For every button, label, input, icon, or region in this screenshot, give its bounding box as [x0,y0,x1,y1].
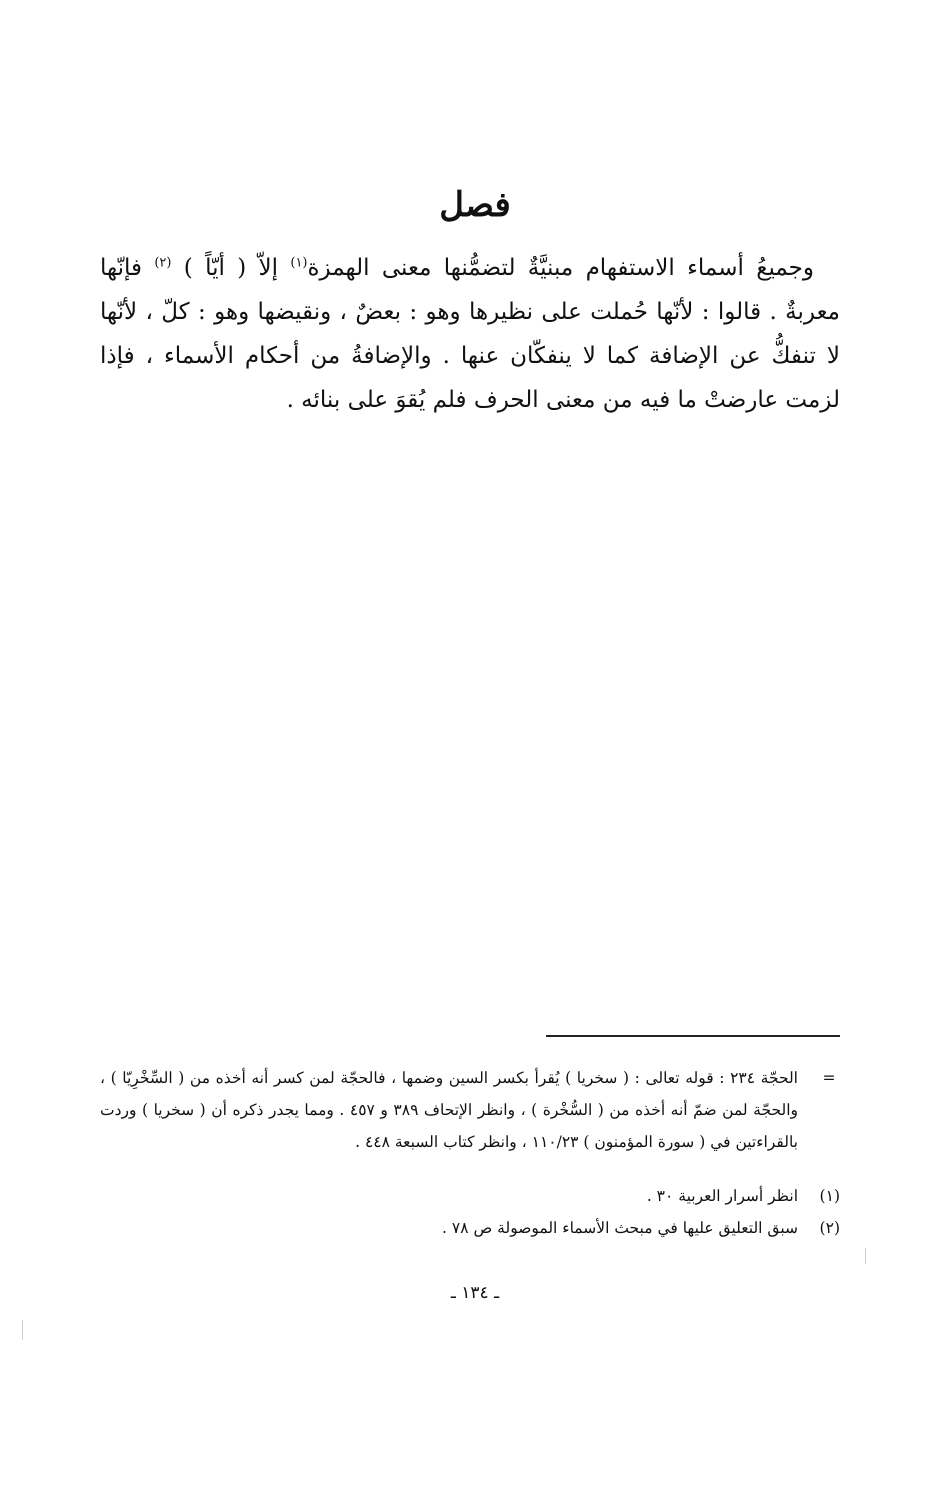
footnote-2 [100,1212,840,1244]
footnote-continuation [100,1062,840,1158]
paragraph-part-3: فإنّها معربةٌ . قالوا : لأنّها حُملت على نظيرها وهو : بعضٌ ، ونقيضها وهو : كلّ ، لأنّها لا تنفكُّ عن الإضافة كما لا ينفكّان عنها . والإضافةُ من أحكام الأسماء ، فإذا لزمت عارضتْ ما فيه من معنى الحرف فلم يُقوَ على بنائه . [100,255,840,413]
footnote-separator [546,1035,840,1037]
footnote-text: سبق التعليق عليها في مبحث الأسماء الموصولة ص ٧٨ . [442,1219,798,1237]
paragraph-part-2: إلاّ ( أيّاً ) [171,255,291,281]
continuation-text: الحجّة ٢٣٤ : قوله تعالى : ( سخريا ) يُقرأ بكسر السين وضمها ، فالحجّة لمن كسر أنه أخذه من ( السِّخْرِيّا ) ، والحجّة لمن ضمّ أنه أخذه من ( السُّخْرة ) ، وانظر الإتحاف ٣٨٩ و ٤٥٧ . ومما يجدر ذكره أن ( سخريا ) وردت بالقراءتين في ( سورة المؤمنون ) ١١٠/٢٣ ، وانظر كتاب السبعة ٤٤٨ . [100,1069,798,1151]
footnote-number: (١) [819,1187,840,1205]
page-number: ـ ١٣٤ ـ [450,1283,500,1303]
footnote-list [100,1180,840,1244]
footnote-1 [100,1180,840,1212]
section-title: فصل [439,185,511,225]
main-paragraph [100,246,840,422]
footnote-text: انظر أسرار العربية ٣٠ . [646,1187,798,1205]
paragraph-text [100,246,840,422]
continuation-mark: = [822,1069,836,1087]
footnote-number: (٢) [819,1219,840,1237]
footnote-ref-1[interactable]: (١) [290,255,308,271]
scan-artifact [865,1248,866,1264]
scan-artifact [22,1320,23,1340]
paragraph-part-1: وجميعُ أسماء الاستفهام مبنيَّةٌ لتضمُّنها معنى الهمزة [307,255,815,281]
footnote-ref-2[interactable]: (٢) [154,255,172,271]
